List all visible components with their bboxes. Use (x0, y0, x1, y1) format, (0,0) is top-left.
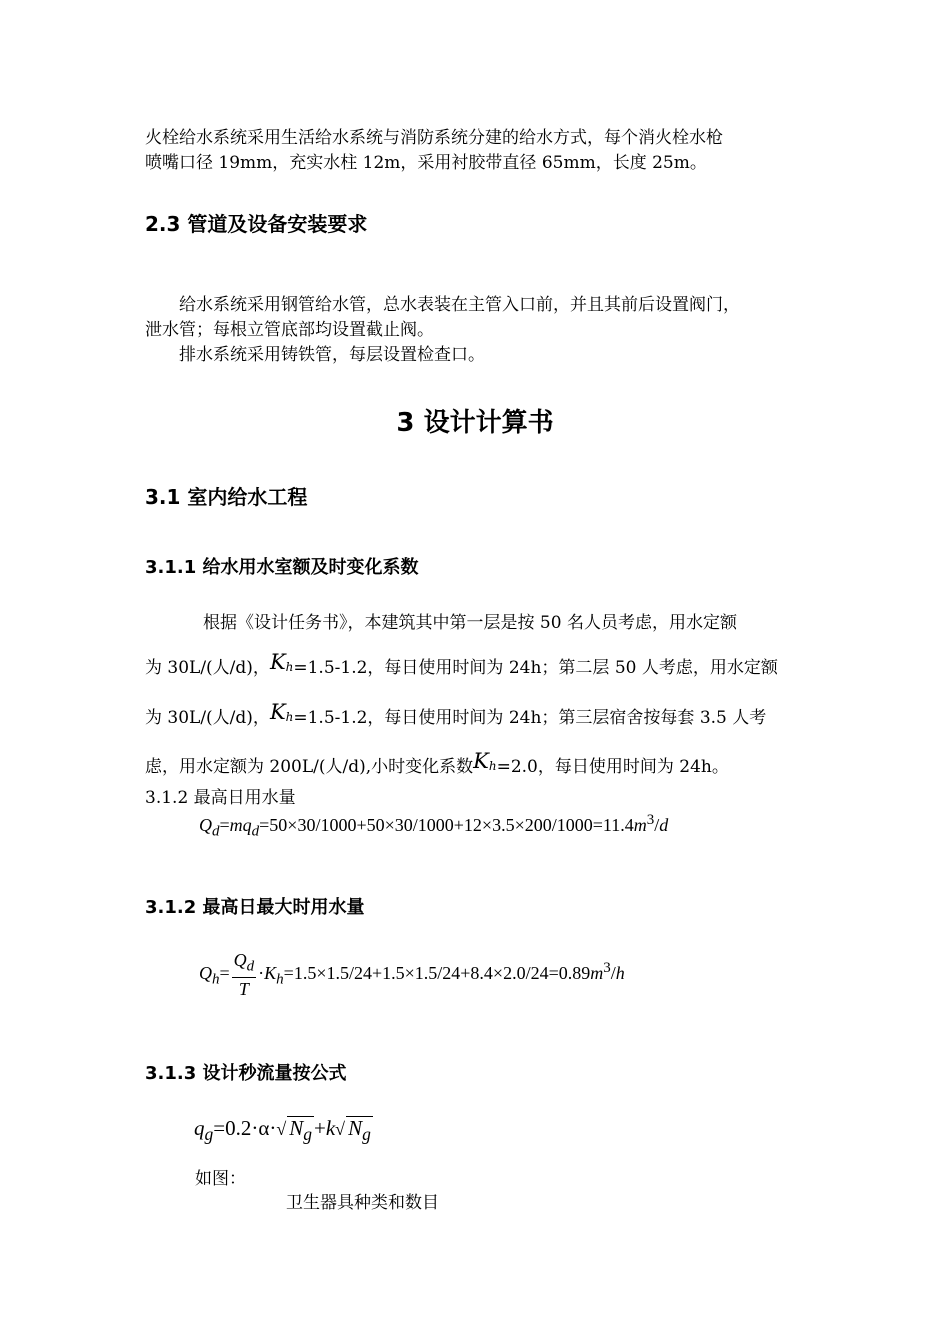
section-3-1-heading: 3.1 室内给水工程 (145, 485, 308, 509)
subsection-3-1-2-label: 3.1.2 最高日用水量 (145, 788, 296, 808)
section-3-1-1-line1: 根据《设计任务书》，本建筑其中第一层是按 50 名人员考虑，用水定额 (203, 613, 737, 633)
figure-caption: 如图： (195, 1169, 246, 1189)
line2-suffix: =1.5-1.2，每日使用时间为 24h；第二层 50 人考虑，用水定额 (293, 658, 778, 678)
intro-line-1: 火栓给水系统采用生活给水系统与消防系统分建的给水方式，每个消火栓水枪 (145, 128, 723, 148)
line3-prefix: 为 30L/(人/d)， (145, 708, 270, 728)
line4-suffix: =2.0，每日使用时间为 24h。 (496, 757, 729, 777)
table-title: 卫生器具种类和数目 (286, 1193, 439, 1213)
formula-mid: =0.2·α· (213, 1116, 277, 1140)
fraction-qd-over-t: $\frac{Q_d}{T}$ (233, 950, 255, 999)
max-daily-water-formula: $Q_d=mq_d=50\times 30/1000+50\times 30/1000+12\times 3.5\times 200/1000=11.4m^3/d$ (199, 812, 669, 840)
chapter-3-heading: 3 设计计算书 (396, 408, 554, 438)
section-2-3-para1-line2: 泄水管；每根立管底部均设置截止阀。 (145, 320, 434, 340)
section-2-3-heading: 2.3 管道及设备安装要求 (145, 212, 368, 236)
line4-prefix: 虑，用水定额为 200L/(人/d),小时变化系数 (145, 757, 474, 777)
line2-prefix: 为 30L/(人/d)， (145, 658, 270, 678)
kh-symbol: $K_h$ (269, 700, 294, 724)
kh-symbol: $K_h$ (473, 749, 497, 773)
section-3-1-2-heading: 3.1.2 最高日最大时用水量 (145, 897, 365, 918)
kh-symbol: $K_h$ (269, 650, 294, 674)
formula-rhs: =50×30/1000+50×30/1000+12×3.5×200/1000=11.4 (259, 815, 634, 835)
section-3-1-1-heading: 3.1.1 给水用水室额及时变化系数 (145, 557, 419, 578)
section-2-3-para2: 排水系统采用铸铁管，每层设置检查口。 (179, 345, 485, 365)
formula-rhs: =1.5×1.5/24+1.5×1.5/24+8.4×2.0/24=0.89 (283, 962, 591, 983)
section-3-1-1-line3 (145, 700, 767, 733)
max-hourly-water-formula: $Q_h=$ $\frac{Q_d}{T}$ $\cdot K_h=1.5\times 1.5/24+1.5\times 1.5/24+8.4\times 2.0/24=0.89m^3/h$ (199, 950, 625, 999)
section-3-1-1-line4 (145, 749, 729, 782)
line3-suffix: =1.5-1.2，每日使用时间为 24h；第三层宿舍按每套 3.5 人考 (293, 708, 767, 728)
section-3-1-3-heading: 3.1.3 设计秒流量按公式 (145, 1063, 347, 1084)
section-2-3-para1-line1: 给水系统采用钢管给水管，总水表装在主管入口前，并且其前后设置阀门， (179, 295, 740, 315)
section-3-1-1-line2 (145, 650, 778, 683)
intro-line-2: 喷嘴口径 19mm，充实水柱 12m，采用衬胶带直径 65mm，长度 25m。 (145, 153, 707, 173)
design-flow-formula: $q_g=0.2\cdot\alpha\cdot√$ $N_g+k√$ $N_g$ (194, 1116, 371, 1145)
